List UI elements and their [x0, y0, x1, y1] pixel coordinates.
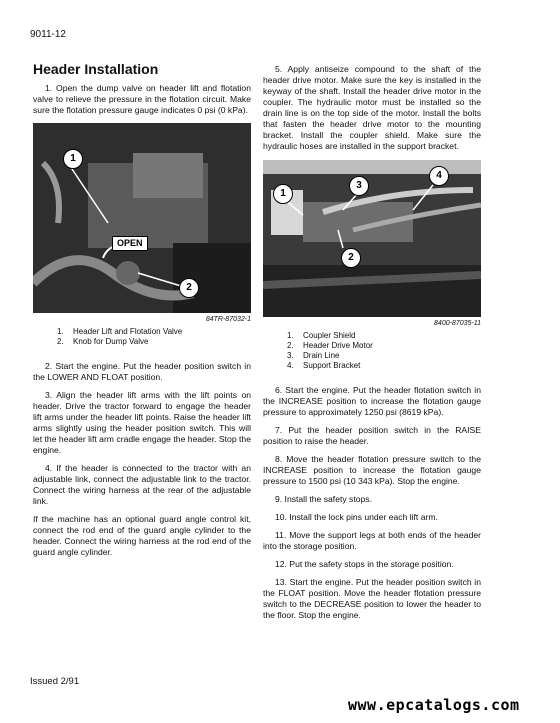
- step-5: 5. Apply antiseize compound to the shaft of the header drive motor. Make sure the key is installed in the keyway of the shaft. Install the header drive motor in the coupler. The hydraulic motor must be installed so the drain line is on the top side of the motor. Install the bolts that fasten the header drive motor to the mounting bracket. Install the coupler shield. Make sure the hydraulic hoses are installed in the support bracket.: [263, 64, 481, 151]
- guard-angle-note: If the machine has an optional guard angle control kit, connect the rod end of the guard angle cylinder to the header. Connect the wiring harness at the rod end of the guard angle cylinder.: [33, 514, 251, 557]
- step-1: 1. Open the dump valve on header lift and flotation valve to relieve the pressure in the flotation circuit. Make sure the flotation pressure gauge indicates 0 psi (0 kPa).: [33, 83, 251, 115]
- step-3: 3. Align the header lift arms with the lift points on header. Drive the tractor forward to engage the header lift arms under the header lift points. Raise the header lift arms slightly using the header position switch. This will let the header lift arm cradle engage the header. Stop the engine.: [33, 390, 251, 455]
- legend-item: 3. Drain Line: [287, 351, 340, 360]
- figure-legend: [287, 331, 481, 371]
- step-10: 10. Install the lock pins under each lift arm.: [275, 512, 438, 522]
- issued-date: Issued 2/91: [30, 676, 80, 687]
- figure-code: 84TR-87032-1: [205, 316, 251, 323]
- right-column: [263, 64, 481, 628]
- left-column: [33, 61, 251, 565]
- step-7: 7. Put the header position switch in the RAISE position to raise the header.: [263, 425, 481, 446]
- step-9: 9. Install the safety stops.: [275, 494, 372, 504]
- legend-item: 4. Support Bracket: [287, 361, 361, 370]
- figure-lift-valve-photo: [33, 123, 251, 313]
- legend-item: 1. Header Lift and Flotation Valve: [57, 327, 183, 336]
- step-11: 11. Move the support legs at both ends of the header into the storage position.: [263, 530, 481, 551]
- legend-item: 2. Header Drive Motor: [287, 341, 373, 350]
- callout-2: 2: [341, 248, 361, 268]
- step-6: 6. Start the engine. Put the header flotation switch in the INCREASE position to increase the flotation gauge pressure to approximately 1250 psi (8619 kPa).: [263, 385, 481, 417]
- figure-drive-motor-photo: [263, 160, 481, 317]
- drive-motor-illustration: [263, 160, 481, 317]
- callout-1: 1: [273, 184, 293, 204]
- section-title: Header Installation: [33, 61, 159, 77]
- callout-3: 3: [349, 176, 369, 196]
- callout-4: 4: [429, 166, 449, 186]
- figure-code: 8400-87035-11: [434, 320, 481, 327]
- page-id: 9011-12: [30, 29, 66, 40]
- legend-item: 1. Coupler Shield: [287, 331, 356, 340]
- figure-legend: [57, 327, 251, 347]
- callout-1: 1: [63, 149, 83, 169]
- open-label: OPEN: [112, 236, 148, 251]
- legend-item: 2. Knob for Dump Valve: [57, 337, 149, 346]
- watermark-link[interactable]: www.epcatalogs.com: [348, 696, 520, 714]
- callout-2: 2: [179, 278, 199, 298]
- step-13: 13. Start the engine. Put the header position switch in the FLOAT position. Move the header flotation pressure switch to the DECREASE position to lower the header to the floor. Stop the engine.: [263, 577, 481, 620]
- step-8: 8. Move the header flotation pressure switch to the INCREASE position to increase the flotation gauge pressure to 1500 psi (10 343 kPa). Stop the engine.: [263, 454, 481, 486]
- step-4: 4. If the header is connected to the tractor with an adjustable link, connect the adjustable link to the tractor. Connect the wiring harness at the rear of the adjustable link.: [33, 463, 251, 506]
- step-2: 2. Start the engine. Put the header position switch in the LOWER AND FLOAT position.: [33, 361, 251, 382]
- step-12: 12. Put the safety stops in the storage position.: [275, 559, 454, 569]
